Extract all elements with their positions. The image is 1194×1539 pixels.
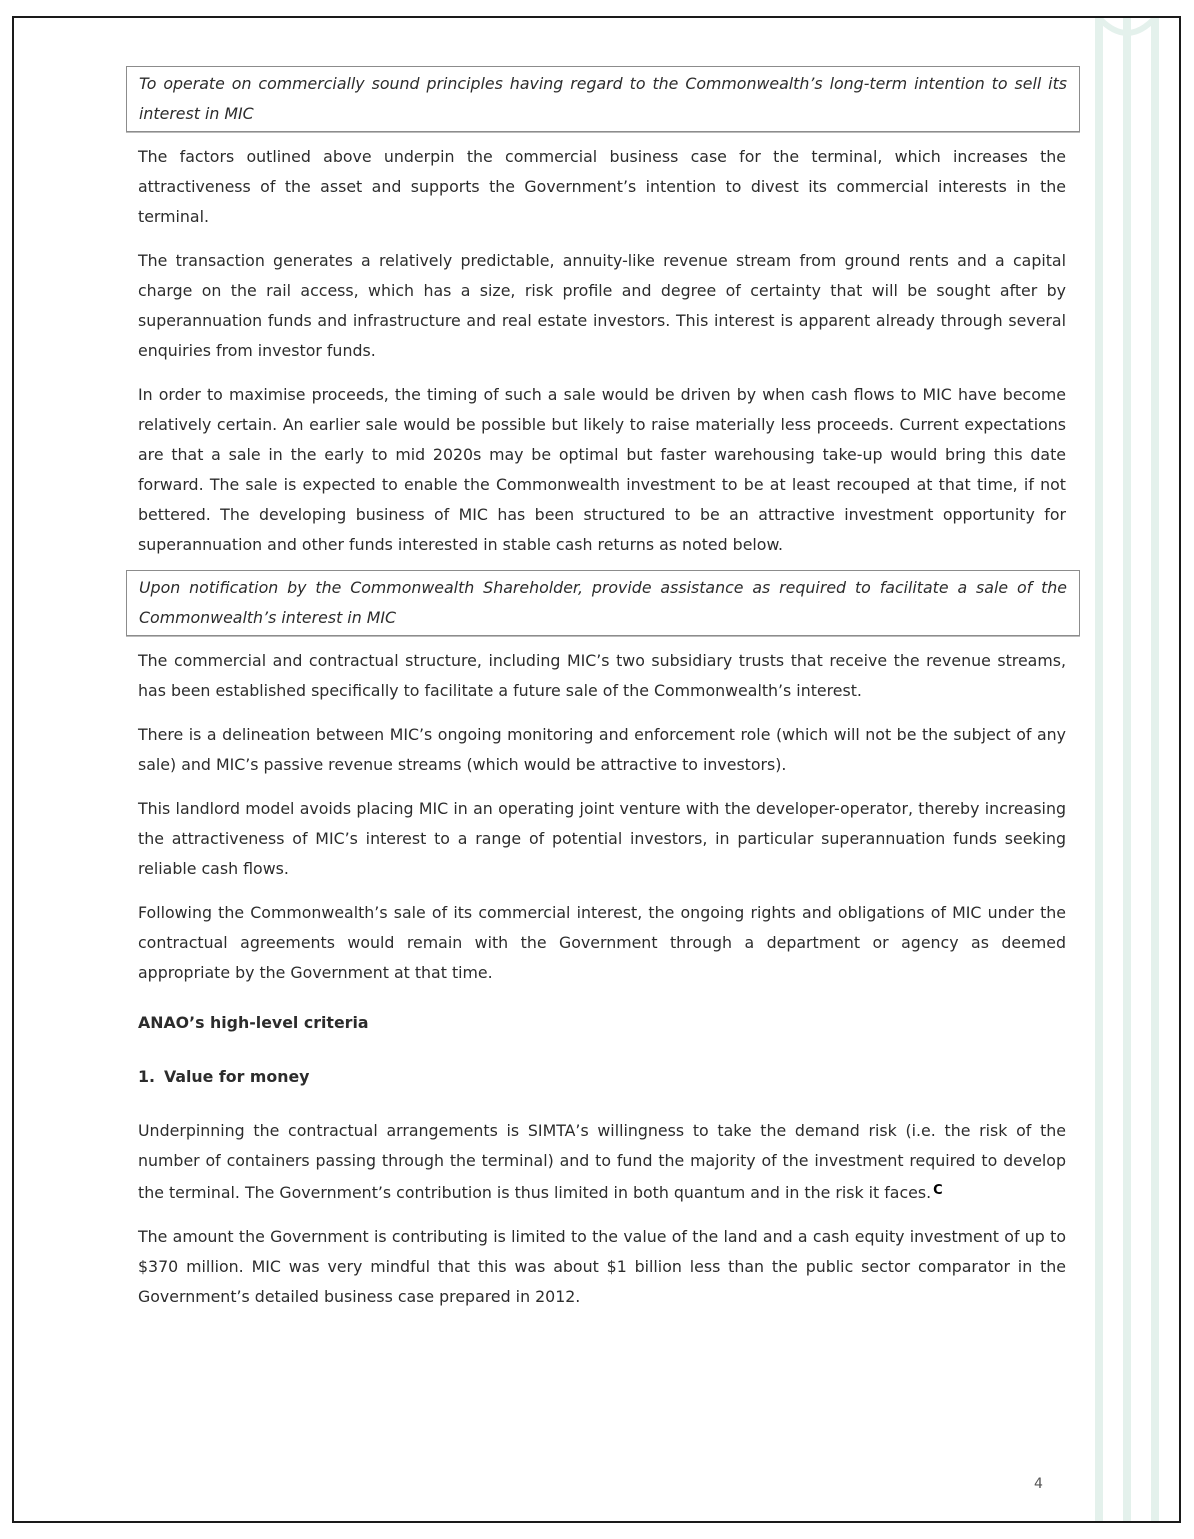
paragraph: The amount the Government is contributing is limited to the value of the land and a cash equity investment of up to $370 million. MIC was very mindful that this was about $1 billion less than the public sector comparator in the Government’s detailed business case prepared in 2012.: [138, 1227, 1066, 1306]
subsection-title: Value for money: [164, 1067, 310, 1086]
paragraph: This landlord model avoids placing MIC in an operating joint venture with the developer-operator, thereby increasing the attractiveness of MIC’s interest to a range of potential investors, in particular superannuation funds seeking reliable cash flows.: [138, 799, 1066, 878]
subsection-number: 1.: [138, 1067, 155, 1086]
paragraph: There is a delineation between MIC’s ongoing monitoring and enforcement role (which will not be the subject of any sale) and MIC’s passive revenue streams (which would be attractive to investors).: [138, 725, 1066, 774]
annotation-mark: C: [933, 1183, 943, 1198]
document-page: [12, 16, 1181, 1523]
callout-box-sale-intention: To operate on commercially sound principles having regard to the Commonwealth’s long-term intention to sell its interest in MIC: [126, 66, 1080, 132]
page-number: 4: [1034, 1476, 1043, 1492]
paragraph: The factors outlined above underpin the commercial business case for the terminal, which increases the attractiveness of the asset and supports the Government’s intention to divest its commercial interests in the terminal.: [138, 147, 1066, 226]
callout-box-sale-assistance: Upon notification by the Commonwealth Shareholder, provide assistance as required to facilitate a sale of the Commonwealth’s interest in MIC: [126, 570, 1080, 636]
subsection-heading-value-for-money: [138, 1062, 1066, 1092]
paragraph: Following the Commonwealth’s sale of its commercial interest, the ongoing rights and obligations of MIC under the contractual agreements would remain with the Government through a department or agency as deemed appropriate by the Government at that time.: [138, 903, 1066, 982]
paragraph-text: Underpinning the contractual arrangements is SIMTA’s willingness to take the demand risk (i.e. the risk of the number of containers passing through the terminal) and to fund the majority of the investment required to develop the terminal. The Government’s contribution is thus limited in both quantum and in the risk it faces.: [138, 1121, 1066, 1202]
page-content: [138, 66, 1066, 1326]
paragraph: [138, 1116, 1066, 1208]
paragraph: In order to maximise proceeds, the timing of such a sale would be driven by when cash flows to MIC have become relatively certain. An earlier sale would be possible but likely to raise materially less proceeds. Current expectations are that a sale in the early to mid 2020s may be optimal but faster warehousing take-up would bring this date forward. The sale is expected to enable the Commonwealth investment to be at least recouped at that time, if not bettered. The developing business of MIC has been structured to be an attractive investment opportunity for superannuation and other funds interested in stable cash returns as noted below.: [138, 385, 1066, 554]
section-heading-criteria: ANAO’s high-level criteria: [138, 1013, 369, 1032]
paragraph: The transaction generates a relatively predictable, annuity-like revenue stream from ground rents and a capital charge on the rail access, which has a size, risk profile and degree of certainty that will be sought after by superannuation funds and infrastructure and real estate investors. This interest is apparent already through several enquiries from investor funds.: [138, 251, 1066, 360]
paragraph: The commercial and contractual structure, including MIC’s two subsidiary trusts that receive the revenue streams, has been established specifically to facilitate a future sale of the Commonwealth’s interest.: [138, 651, 1066, 700]
